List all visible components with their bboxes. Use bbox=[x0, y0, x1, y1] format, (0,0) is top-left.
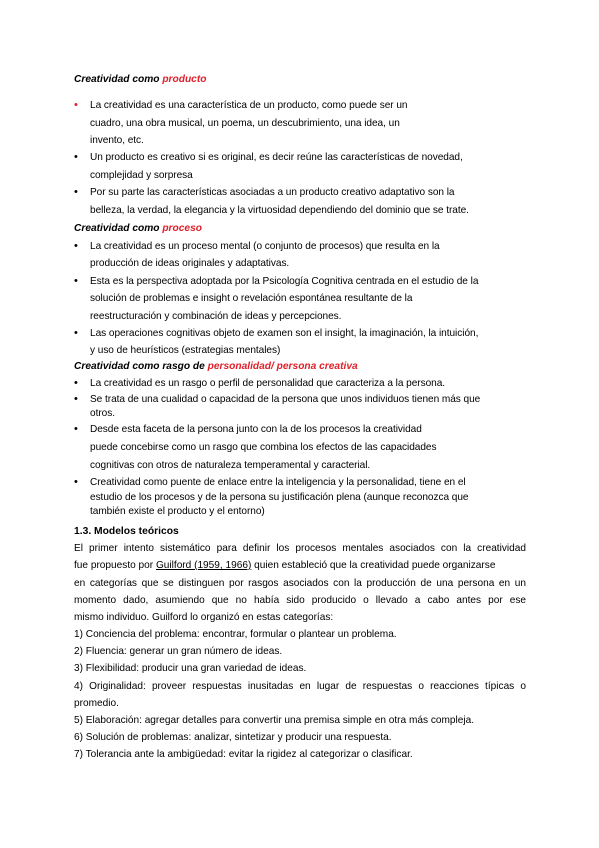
list-item-line: reestructuración y combinación de ideas y percepciones. bbox=[90, 311, 342, 322]
list-item: 2) Fluencia: generar un gran número de ideas. bbox=[74, 646, 283, 657]
list-item-line: La creatividad es un rasgo o perfil de personalidad que caracteriza a la persona. bbox=[90, 378, 446, 389]
bullet-marker: • bbox=[74, 393, 78, 405]
list-item-line: otros. bbox=[90, 408, 115, 419]
list-item: 5) Elaboración: agregar detalles para convertir una premisa simple en otra más compleja. bbox=[74, 715, 475, 726]
list-item-line: cognitivas con otros de naturaleza temperamental y caracterial. bbox=[90, 460, 371, 471]
paragraph-line: mismo individuo. Guilford lo organizó en estas categorías: bbox=[74, 612, 334, 623]
paragraph-line: en categorías que se distinguen por rasgos asociados con la producción de una persona en un bbox=[74, 578, 526, 589]
heading-highlight: proceso bbox=[162, 223, 202, 234]
list-item-line: Se trata de una cualidad o capacidad de la persona que unos individuos tienen más que bbox=[90, 394, 481, 405]
list-item-line: complejidad y sorpresa bbox=[90, 170, 193, 181]
list-item-line: también existe el producto y el entorno) bbox=[90, 506, 265, 517]
list-item-line: belleza, la verdad, la elegancia y la virtuosidad dependiendo del dominio que se trate. bbox=[90, 205, 469, 216]
heading-personalidad bbox=[74, 360, 358, 373]
list-item-line: La creatividad es un proceso mental (o conjunto de procesos) que resulta en la bbox=[90, 241, 440, 252]
list-item-line: estudio de los procesos y de la persona su justificación plena (aunque reconozca que bbox=[90, 492, 469, 503]
citation-link[interactable]: Guilford (1959, 1966) bbox=[155, 560, 252, 571]
bullet-marker: • bbox=[74, 151, 78, 163]
list-item-line: La creatividad es una característica de un producto, como puede ser un bbox=[90, 100, 408, 111]
list-item-line: producción de ideas originales y adaptativas. bbox=[90, 258, 290, 269]
heading-proceso bbox=[74, 222, 202, 235]
paragraph-line: El primer intento sistemático para definir los procesos mentales asociados con la creatividad bbox=[74, 543, 526, 554]
heading-producto bbox=[74, 73, 206, 86]
heading-prefix: Creatividad como rasgo de bbox=[74, 361, 208, 372]
bullet-marker: • bbox=[74, 423, 78, 435]
bullet-marker: • bbox=[74, 327, 78, 339]
list-item-line: Creatividad como puente de enlace entre la inteligencia y la personalidad, tiene en el bbox=[90, 477, 466, 488]
heading-highlight: producto bbox=[162, 74, 207, 85]
heading-prefix: Creatividad como bbox=[74, 74, 163, 85]
paragraph-line: momento dado, asumiendo que no había sido producido o llevado a cabo antes por ese bbox=[74, 595, 526, 606]
list-item: 7) Tolerancia ante la ambigüedad: evitar la rigidez al categorizar o clasificar. bbox=[74, 749, 413, 760]
bullet-marker: • bbox=[74, 186, 78, 198]
list-item-line: y uso de heurísticos (estrategias mentales) bbox=[90, 345, 281, 356]
heading-prefix: Creatividad como bbox=[74, 223, 163, 234]
bullet-marker: • bbox=[74, 275, 78, 287]
list-item-line: solución de problemas e insight o revelación espontánea resultante de la bbox=[90, 293, 413, 304]
list-item: 4) Originalidad: proveer respuestas inusitadas en lugar de respuestas o reacciones típicas o bbox=[74, 681, 526, 692]
paragraph-text: fue propuesto por bbox=[74, 560, 156, 571]
list-item-line: Esta es la perspectiva adoptada por la Psicología Cognitiva centrada en el estudio de la bbox=[90, 276, 479, 287]
list-item: promedio. bbox=[74, 698, 119, 709]
bullet-marker: • bbox=[74, 99, 78, 111]
list-item-line: puede concebirse como un rasgo que combina los efectos de las capacidades bbox=[90, 442, 437, 453]
bullet-marker: • bbox=[74, 377, 78, 389]
heading-highlight: personalidad/ persona creativa bbox=[207, 361, 358, 372]
list-item-line: Un producto es creativo si es original, es decir reúne las características de novedad, bbox=[90, 152, 463, 163]
list-item: 1) Conciencia del problema: encontrar, formular o plantear un problema. bbox=[74, 629, 397, 640]
list-item-line: cuadro, una obra musical, un poema, un descubrimiento, una idea, un bbox=[90, 118, 400, 129]
list-item: 3) Flexibilidad: producir una gran variedad de ideas. bbox=[74, 663, 307, 674]
bullet-marker: • bbox=[74, 240, 78, 252]
list-item-line: Desde esta faceta de la persona junto con la de los procesos la creatividad bbox=[90, 424, 422, 435]
paragraph-text: quien estableció que la creatividad puede organizarse bbox=[251, 560, 496, 571]
paragraph-line bbox=[74, 559, 495, 572]
section-title-modelos: 1.3. Modelos teóricos bbox=[74, 526, 179, 537]
bullet-marker: • bbox=[74, 476, 78, 488]
list-item: 6) Solución de problemas: analizar, sintetizar y producir una respuesta. bbox=[74, 732, 392, 743]
list-item-line: invento, etc. bbox=[90, 135, 144, 146]
list-item-line: Por su parte las características asociadas a un producto creativo adaptativo son la bbox=[90, 187, 455, 198]
list-item-line: Las operaciones cognitivas objeto de examen son el insight, la imaginación, la intuición, bbox=[90, 328, 479, 339]
